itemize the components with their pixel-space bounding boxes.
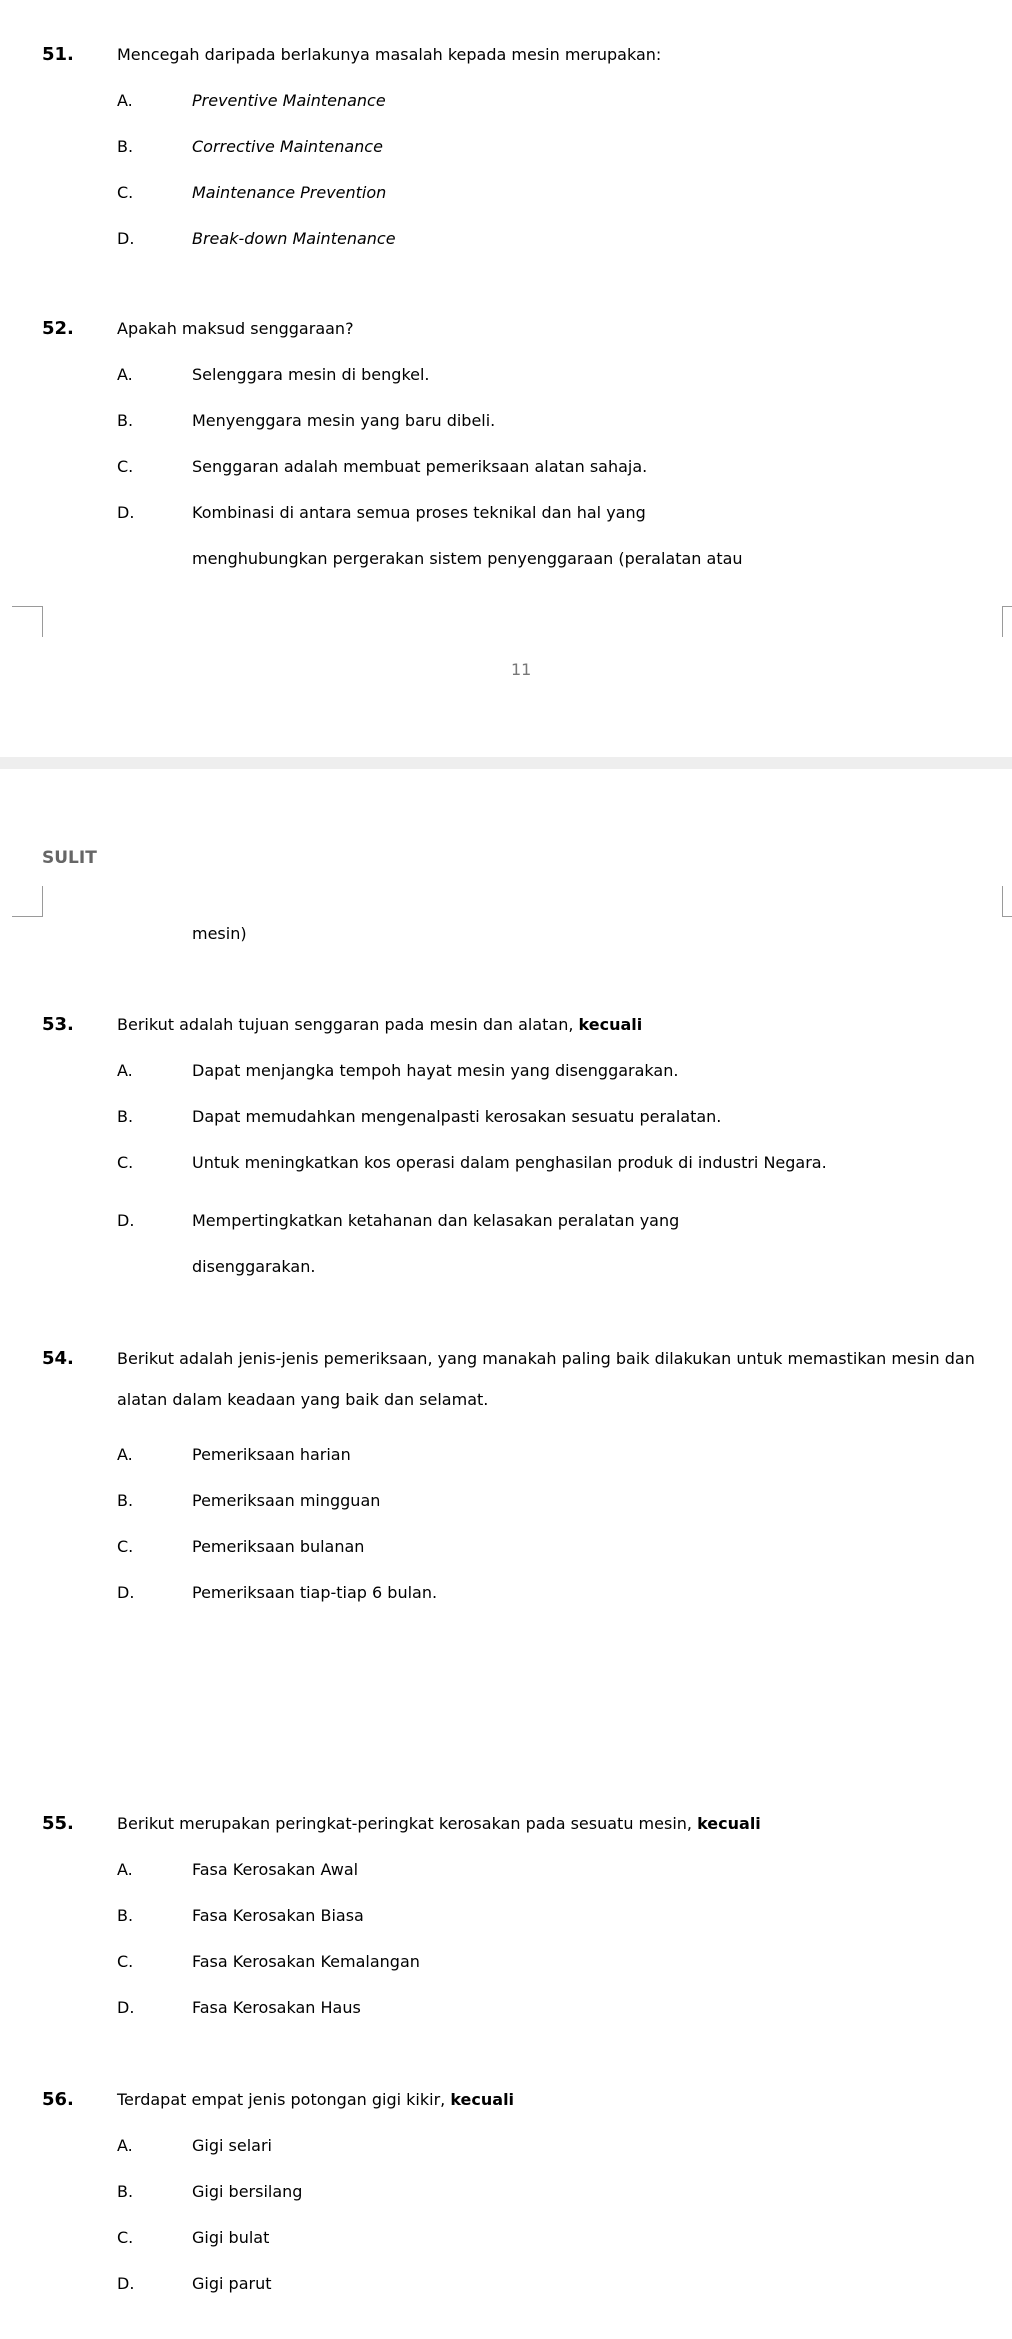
option-letter: D. [117, 1211, 135, 1230]
option-text: Pemeriksaan harian [192, 1445, 351, 1464]
question-text: Apakah maksud senggaraan? [117, 319, 354, 338]
option-text: Mempertingkatkan ketahanan dan kelasakan peralatan yang [192, 1211, 680, 1230]
option-text: Gigi bersilang [192, 2182, 303, 2201]
crop-mark [12, 886, 43, 917]
option-letter: C. [117, 1952, 134, 1971]
option-text: Gigi selari [192, 2136, 272, 2155]
page-header: SULIT [42, 848, 97, 868]
option-letter: B. [117, 137, 134, 156]
question-text: Berikut adalah jenis-jenis pemeriksaan, yang manakah paling baik dilakukan untuk memastikan mesin dan [117, 1349, 975, 1368]
question-keyword: kecuali [450, 2090, 515, 2109]
option-text: Selenggara mesin di bengkel. [192, 365, 430, 384]
option-text: Kombinasi di antara semua proses teknikal dan hal yang [192, 503, 646, 522]
option-text: Fasa Kerosakan Kemalangan [192, 1952, 420, 1971]
question-number: 51. [42, 44, 74, 65]
option-letter: C. [117, 457, 134, 476]
question-number: 55. [42, 1813, 74, 1834]
crop-mark [12, 606, 43, 637]
option-letter: A. [117, 91, 133, 110]
option-text: Corrective Maintenance [192, 137, 383, 156]
option-text: Dapat menjangka tempoh hayat mesin yang disenggarakan. [192, 1061, 679, 1080]
question-text [117, 1814, 761, 1833]
option-letter: A. [117, 1061, 133, 1080]
option-text: Pemeriksaan mingguan [192, 1491, 381, 1510]
option-letter: D. [117, 1998, 135, 2017]
option-text: Break-down Maintenance [192, 229, 396, 248]
option-letter: B. [117, 411, 134, 430]
option-letter: B. [117, 1107, 134, 1126]
option-letter: C. [117, 2228, 134, 2247]
question-number: 54. [42, 1348, 74, 1369]
option-letter: A. [117, 1860, 133, 1879]
question-text-continued: alatan dalam keadaan yang baik dan selamat. [117, 1390, 489, 1409]
question-text: Mencegah daripada berlakunya masalah kepada mesin merupakan: [117, 45, 662, 64]
option-text: Fasa Kerosakan Haus [192, 1998, 361, 2017]
option-letter: C. [117, 1537, 134, 1556]
option-letter: D. [117, 503, 135, 522]
option-letter: C. [117, 183, 134, 202]
option-text: Maintenance Prevention [192, 183, 387, 202]
option-text: Dapat memudahkan mengenalpasti kerosakan sesuatu peralatan. [192, 1107, 722, 1126]
option-letter: A. [117, 2136, 133, 2155]
question-text-main: Berikut adalah tujuan senggaran pada mesin dan alatan, [117, 1015, 574, 1034]
crop-mark [1002, 886, 1012, 917]
option-text: Menyenggara mesin yang baru dibeli. [192, 411, 496, 430]
option-text: Untuk meningkatkan kos operasi dalam penghasilan produk di industri Negara. [192, 1153, 827, 1172]
option-letter: B. [117, 1491, 134, 1510]
option-text-continued: menghubungkan pergerakan sistem penyenggaraan (peralatan atau [192, 549, 743, 568]
option-text-continued: mesin) [192, 924, 247, 943]
page-break [0, 757, 1012, 769]
question-keyword: kecuali [578, 1015, 643, 1034]
question-text-main: Berikut merupakan peringkat-peringkat kerosakan pada sesuatu mesin, [117, 1814, 692, 1833]
option-letter: A. [117, 365, 133, 384]
question-number: 56. [42, 2089, 74, 2110]
crop-mark [1002, 606, 1012, 637]
page-number: 11 [511, 660, 532, 679]
option-text-continued: disenggarakan. [192, 1257, 316, 1276]
option-text: Gigi bulat [192, 2228, 270, 2247]
option-letter: D. [117, 229, 135, 248]
question-number: 52. [42, 318, 74, 339]
question-number: 53. [42, 1014, 74, 1035]
option-letter: C. [117, 1153, 134, 1172]
option-text: Fasa Kerosakan Awal [192, 1860, 359, 1879]
option-text: Fasa Kerosakan Biasa [192, 1906, 364, 1925]
option-text: Senggaran adalah membuat pemeriksaan alatan sahaja. [192, 457, 648, 476]
option-letter: D. [117, 1583, 135, 1602]
option-letter: B. [117, 2182, 134, 2201]
question-keyword: kecuali [697, 1814, 761, 1833]
question-text [117, 2090, 514, 2109]
option-letter: D. [117, 2274, 135, 2293]
option-text: Preventive Maintenance [192, 91, 386, 110]
option-letter: A. [117, 1445, 133, 1464]
question-text-main: Terdapat empat jenis potongan gigi kikir, [117, 2090, 446, 2109]
option-text: Pemeriksaan tiap-tiap 6 bulan. [192, 1583, 438, 1602]
option-text: Gigi parut [192, 2274, 272, 2293]
option-text: Pemeriksaan bulanan [192, 1537, 365, 1556]
question-text [117, 1015, 642, 1034]
option-letter: B. [117, 1906, 134, 1925]
